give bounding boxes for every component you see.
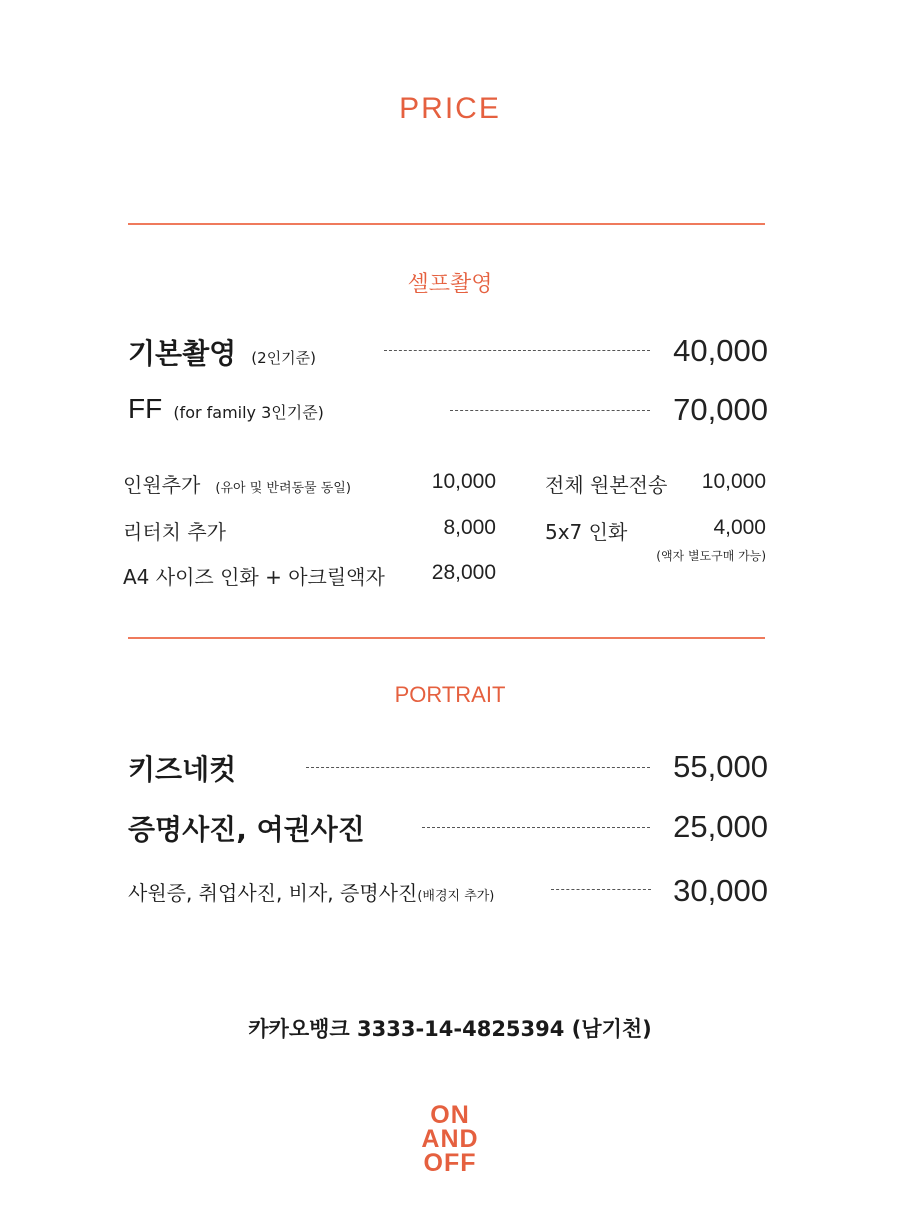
price-row-employee-photo (128, 877, 494, 906)
leader-dots (551, 889, 651, 890)
price-row-family (128, 393, 324, 425)
option-row-extra-person (123, 469, 351, 498)
option-price: 8,000 (443, 516, 496, 539)
brand-logo (400, 1103, 500, 1175)
divider-top (128, 223, 765, 225)
option-price: 10,000 (701, 470, 766, 493)
divider-middle (128, 637, 765, 639)
logo-line-3: OFF (423, 1149, 477, 1177)
price-row-basic (128, 332, 316, 372)
leader-dots (422, 827, 650, 828)
option-name-a4-print: A4 사이즈 인화 + 아크릴액자 (123, 565, 385, 589)
item-name-kids: 키즈네컷 (128, 753, 237, 786)
item-price: 55,000 (673, 749, 768, 784)
section-title-self-photo: 셀프촬영 (407, 272, 493, 297)
item-name: FF (128, 393, 163, 424)
item-price: 30,000 (673, 873, 768, 908)
option-name-retouch: 리터치 추가 (123, 520, 226, 544)
item-name: 기본촬영 (128, 337, 237, 370)
option-name-original-transfer: 전체 원본전송 (545, 473, 668, 497)
option-note: (유아 및 반려동물 동일) (215, 481, 351, 496)
option-price: 28,000 (431, 561, 496, 584)
item-name-id-photo: 증명사진, 여권사진 (128, 813, 365, 846)
item-price: 40,000 (673, 333, 768, 368)
logo-line-2: AND (421, 1125, 479, 1153)
option-note: (액자 별도구매 가능) (656, 549, 766, 563)
option-price: 10,000 (431, 470, 496, 493)
page-title: PRICE (399, 92, 501, 125)
section-title-portrait: PORTRAIT (394, 682, 506, 707)
item-note: (배경지 추가) (417, 889, 495, 904)
leader-dots (306, 767, 650, 768)
option-price: 4,000 (713, 516, 766, 539)
option-name: 인원추가 (123, 473, 201, 497)
option-name-5x7-print: 5x7 인화 (545, 520, 628, 544)
bank-account: 카카오뱅크 3333-14-4825394 (남기천) (248, 1017, 652, 1041)
item-note: (for family 3인기준) (173, 403, 324, 422)
leader-dots (450, 410, 650, 411)
item-price: 70,000 (673, 392, 768, 427)
item-price: 25,000 (673, 809, 768, 844)
logo-line-1: ON (430, 1101, 470, 1129)
item-name: 사원증, 취업사진, 비자, 증명사진 (128, 881, 418, 905)
leader-dots (384, 350, 650, 351)
item-note: (2인기준) (251, 349, 317, 367)
